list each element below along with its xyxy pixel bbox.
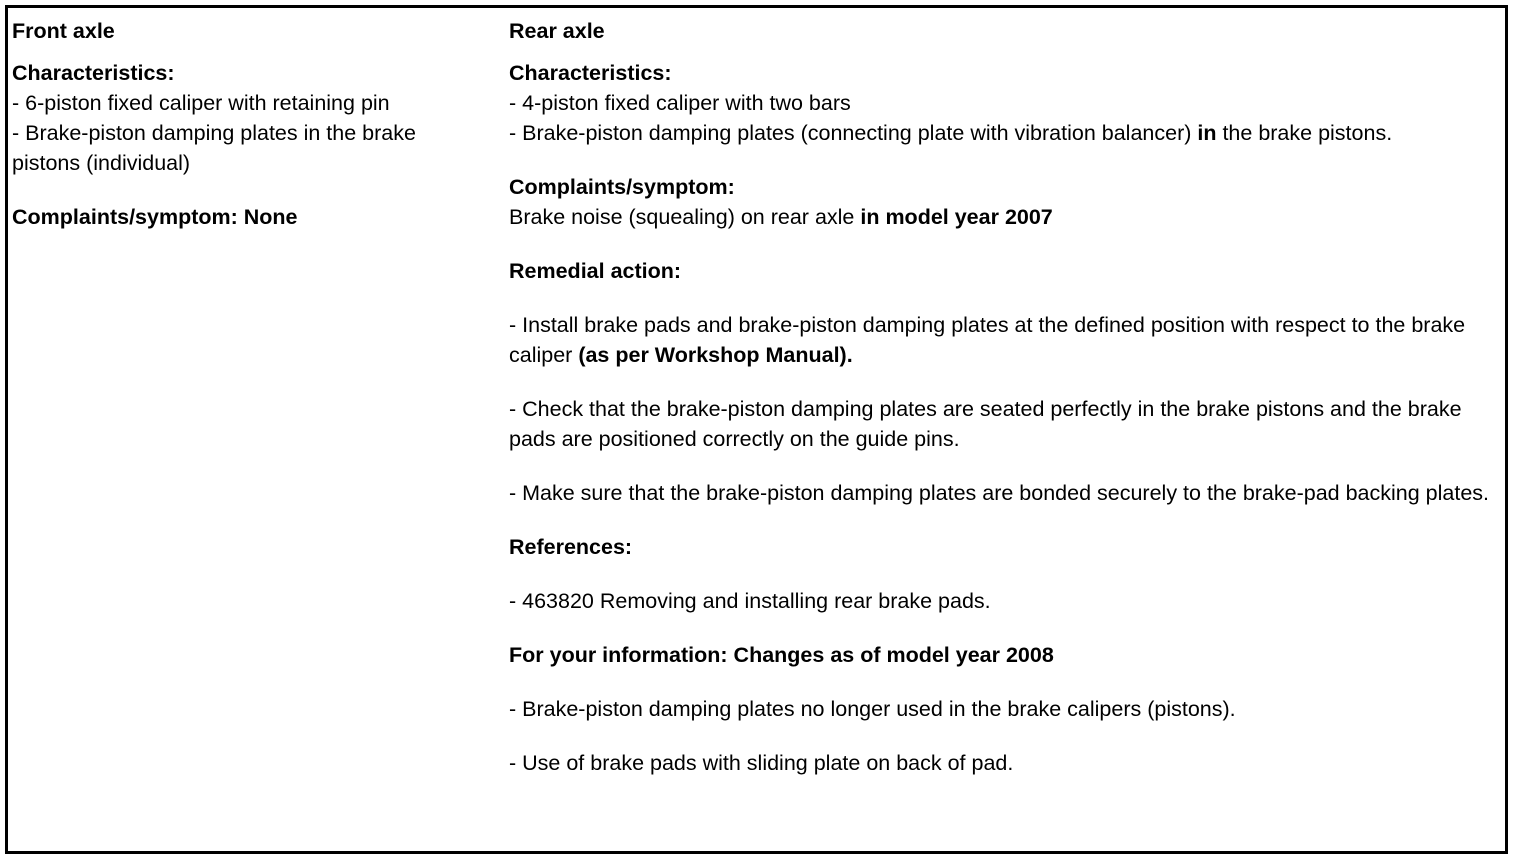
rear-complaints-bold: in model year 2007: [860, 205, 1053, 229]
front-complaints-label: Complaints/symptom:: [12, 205, 238, 229]
rear-axle-column: [509, 8, 1494, 778]
remedial-action-bold: (as per Workshop Manual).: [578, 343, 853, 367]
rear-complaints-label: Complaints/symptom:: [509, 175, 735, 199]
document-table: [5, 5, 1508, 854]
remedial-action-item: - Make sure that the brake-piston damping plates are bonded securely to the brake-pad backing plates.: [509, 481, 1490, 505]
info-item: - Use of brake pads with sliding plate on back of pad.: [509, 751, 1014, 775]
front-characteristics-label: Characteristics:: [12, 61, 175, 85]
references-label: References:: [509, 535, 633, 559]
front-axle-column: [12, 8, 490, 232]
remedial-action-item: - Check that the brake-piston damping plates are seated perfectly in the brake pistons and the brake pads are positioned correctly on the guide pins.: [509, 397, 1462, 451]
rear-characteristic-item: - 4-piston fixed caliper with two bars: [509, 91, 851, 115]
remedial-action-text: - Install brake pads and brake-piston damping plates at the defined position with respect to the brake caliper: [509, 313, 1466, 367]
remedial-action-label: Remedial action:: [509, 259, 682, 283]
front-complaints-line: [12, 202, 490, 232]
front-complaints-value: None: [243, 205, 298, 229]
rear-characteristic-item-bold: in: [1197, 121, 1217, 145]
rear-characteristics-label: Characteristics:: [509, 61, 672, 85]
rear-characteristic-item-text: - Brake-piston damping plates (connecting plate with vibration balancer): [509, 121, 1198, 145]
remedial-action-item: [509, 310, 1494, 370]
rear-axle-heading: Rear axle: [509, 19, 605, 43]
reference-item: - 463820 Removing and installing rear brake pads.: [509, 589, 991, 613]
front-axle-heading: Front axle: [12, 19, 115, 43]
info-item: - Brake-piston damping plates no longer used in the brake calipers (pistons).: [509, 697, 1236, 721]
rear-complaints-plain: Brake noise (squealing) on rear axle: [509, 205, 861, 229]
front-characteristic-item: - Brake-piston damping plates in the brake pistons (individual): [12, 121, 416, 175]
info-label: For your information: Changes as of model year 2008: [509, 643, 1054, 667]
rear-characteristic-item-text-end: the brake pistons.: [1216, 121, 1393, 145]
rear-characteristic-item: [509, 118, 1494, 148]
rear-complaints-text: [509, 202, 1494, 232]
front-characteristic-item: - 6-piston fixed caliper with retaining pin: [12, 91, 390, 115]
